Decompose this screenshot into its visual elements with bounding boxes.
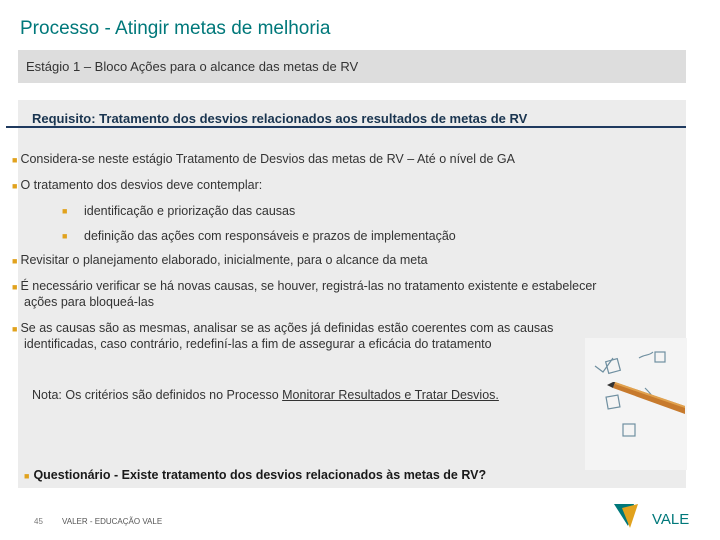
footer-text: VALER - EDUCAÇÃO VALE <box>62 517 163 526</box>
process-link[interactable]: Monitorar Resultados e Tratar Desvios. <box>282 388 499 402</box>
page-number: 45 <box>34 517 43 526</box>
requirement-title: Requisito: Tratamento dos desvios relacionados aos resultados de metas de RV <box>32 111 528 126</box>
checklist-pencil-photo <box>585 338 687 470</box>
bullet-item: ■ É necessário verificar se há novas causas, se houver, registrá-las no tratamento existente e estabelecer <box>12 279 597 293</box>
page-title: Processo - Atingir metas de melhoria <box>20 18 331 39</box>
bullet-continuation: ações para bloqueá-las <box>24 295 154 309</box>
requirement-divider <box>6 126 686 128</box>
bullet-item: ■ Revisitar o planejamento elaborado, inicialmente, para o alcance da meta <box>12 253 428 267</box>
vale-logo <box>612 500 712 539</box>
bullet-item: ■ Se as causas são as mesmas, analisar se as ações já definidas estão coerentes com as causas <box>12 321 554 335</box>
bullet-item: ■ Considera-se neste estágio Tratamento de Desvios das metas de RV – Até o nível de GA <box>12 152 515 166</box>
bullet-continuation: identificadas, caso contrário, redefiní-las a fim de assegurar a eficácia do tratamento <box>24 337 492 351</box>
stage-label: Estágio 1 – Bloco Ações para o alcance das metas de RV <box>26 59 359 74</box>
bullet-item: ■ O tratamento dos desvios deve contemplar: <box>12 178 263 192</box>
stage-banner <box>18 50 686 83</box>
note-text: Nota: Os critérios são definidos no Processo Monitorar Resultados e Tratar Desvios. <box>32 388 499 402</box>
svg-text:VALE: VALE <box>652 511 690 528</box>
question-text: ■ Questionário - Existe tratamento dos desvios relacionados às metas de RV? <box>24 468 487 482</box>
